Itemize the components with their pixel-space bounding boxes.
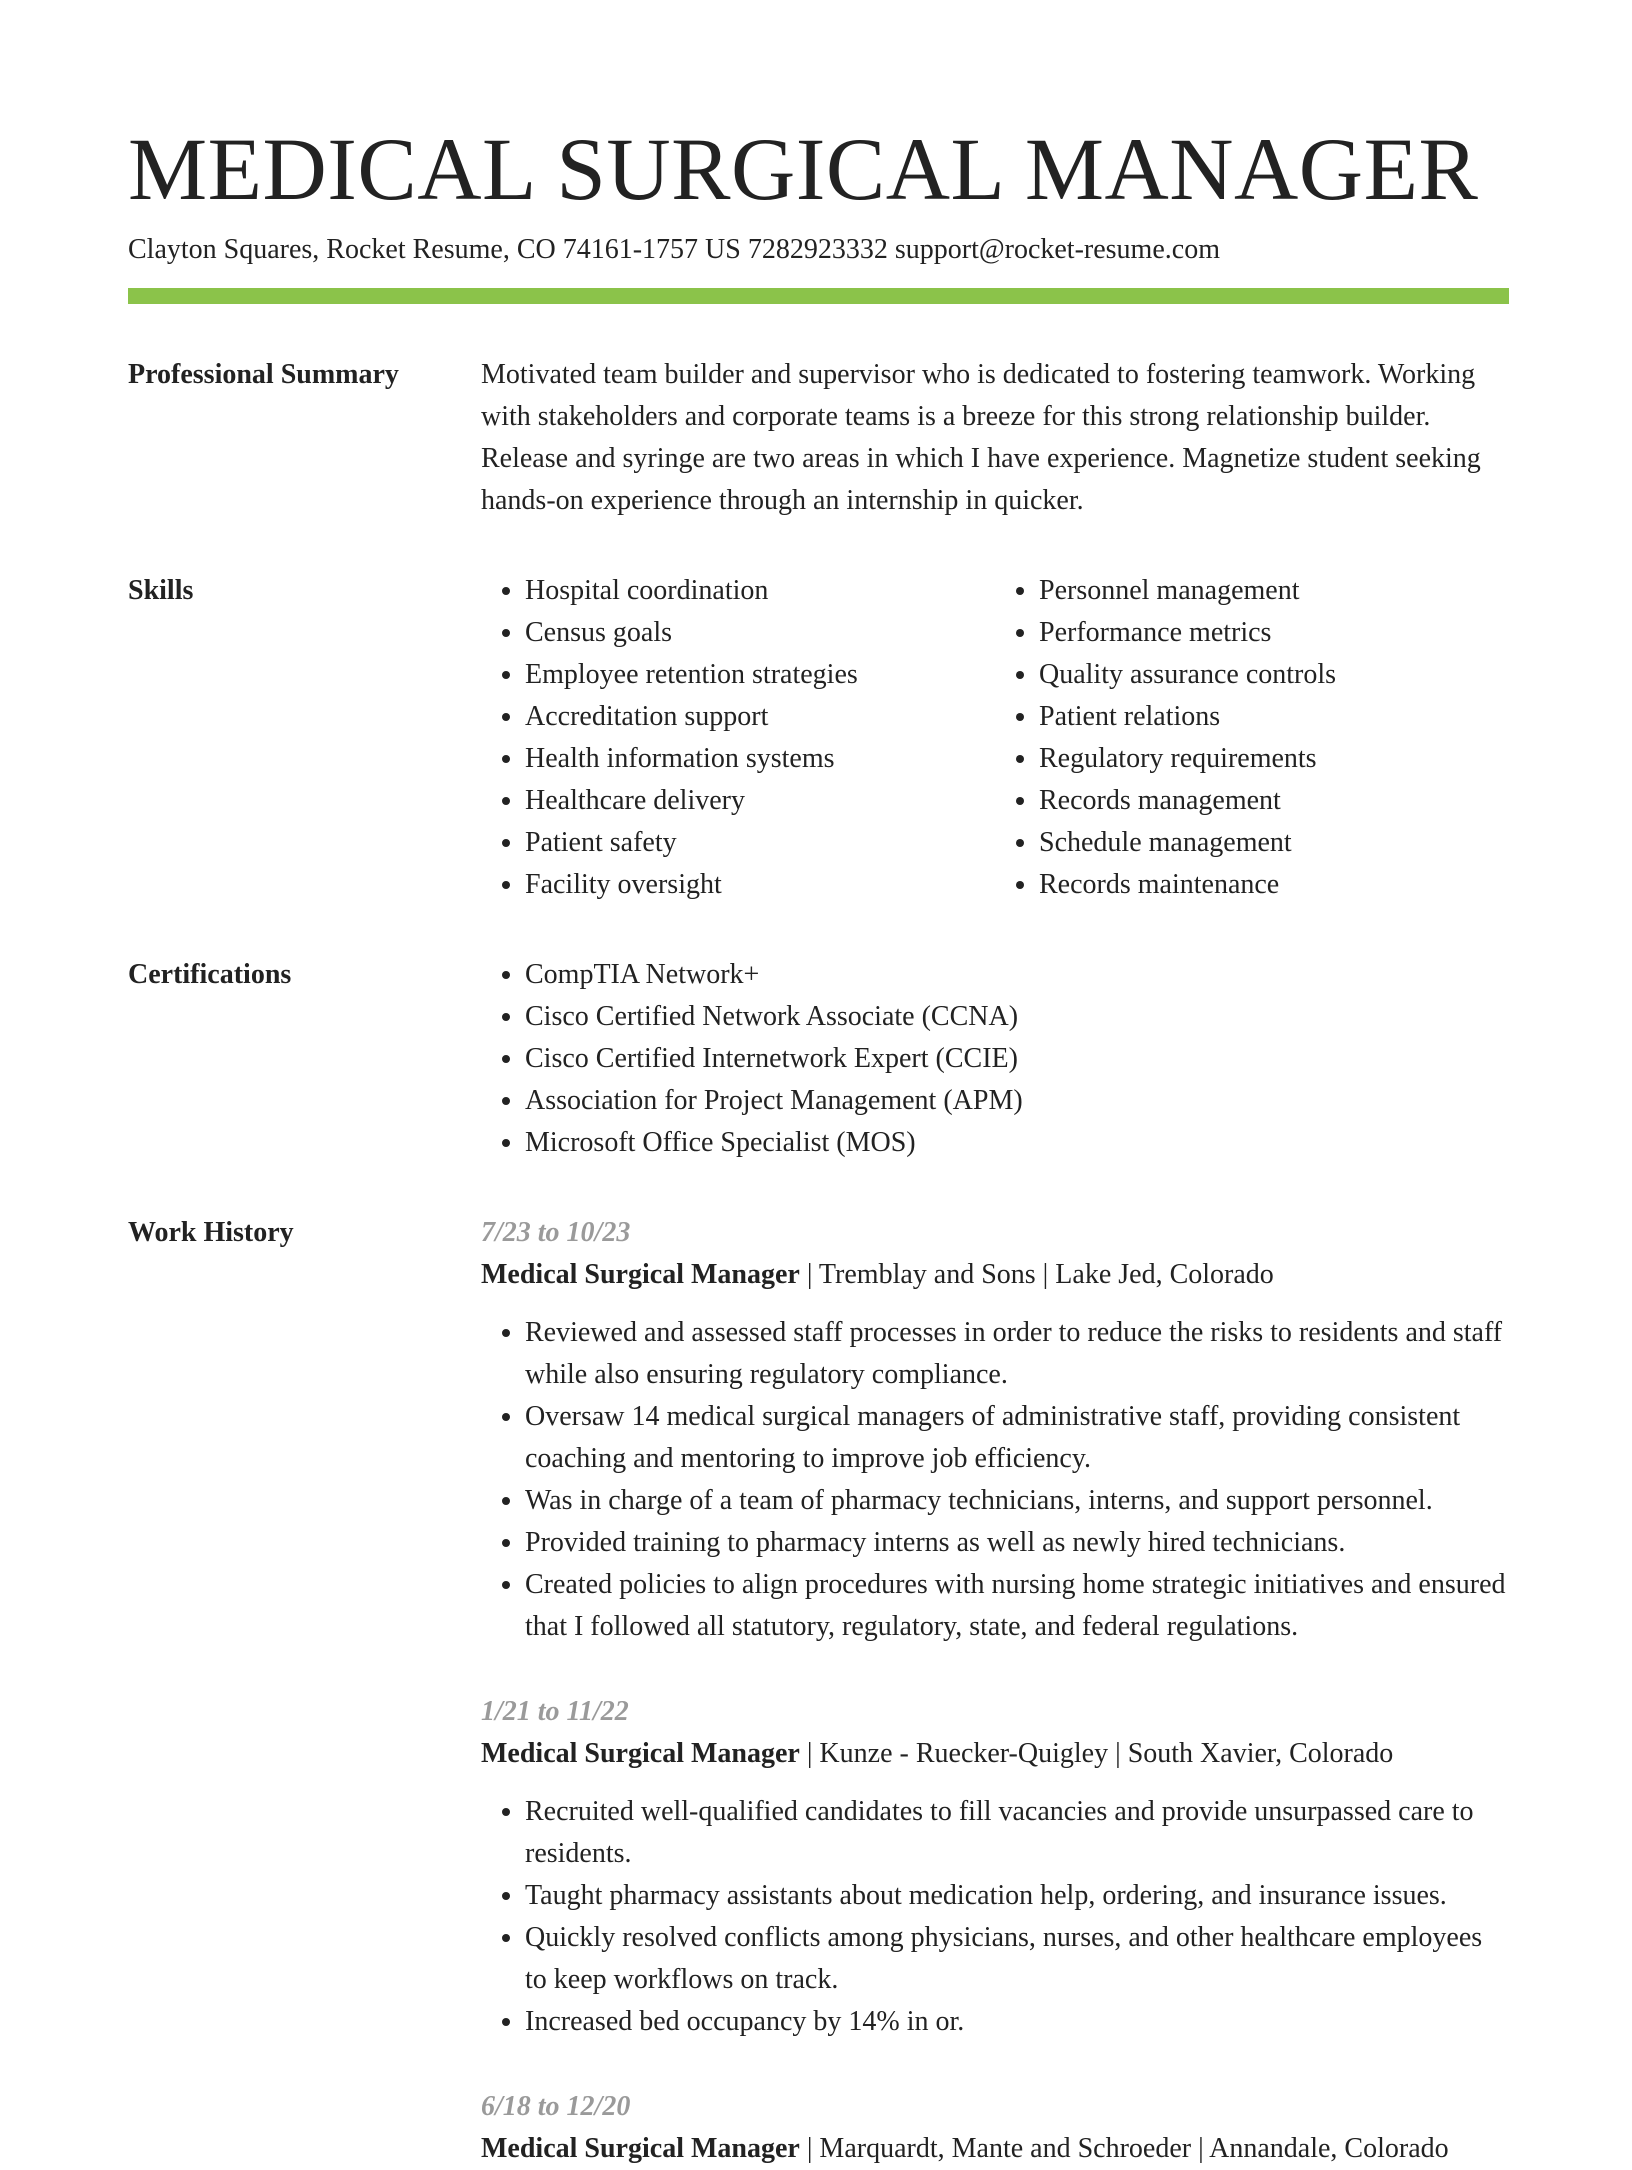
job-title: Medical Surgical Manager — [481, 2133, 800, 2164]
skill-item: • Records maintenance — [1039, 864, 1509, 906]
skill-item: • Performance metrics — [1039, 612, 1509, 654]
certification-item: • Cisco Certified Internetwork Expert (CCIE) — [525, 1038, 1509, 1080]
skill-item: • Regulatory requirements — [1039, 738, 1509, 780]
skill-item: • Patient relations — [1039, 696, 1509, 738]
job-title: Medical Surgical Manager — [481, 1738, 800, 1769]
job-dates: 7/23 to 10/23 — [481, 1217, 631, 1248]
certification-item: • CompTIA Network+ — [525, 954, 1509, 996]
contact-line: Clayton Squares, Rocket Resume, CO 74161-1757 US 7282923332 support@rocket-resume.com — [128, 234, 1220, 265]
job-dates: 1/21 to 11/22 — [481, 1696, 629, 1727]
job-bullet: • Reviewed and assessed staff processes in order to reduce the risks to residents and staff while also ensuring regulatory compliance. — [525, 1312, 1509, 1396]
skill-item: • Patient safety — [525, 822, 995, 864]
summary-section — [128, 354, 1509, 522]
certification-item: • Microsoft Office Specialist (MOS) — [525, 1122, 1509, 1164]
job-bullet: • Increased bed occupancy by 14% in or. — [525, 2001, 1509, 2043]
job-bullet: • Quickly resolved conflicts among physicians, nurses, and other healthcare employees to keep workflows on track. — [525, 1917, 1509, 2001]
resume-page — [128, 120, 1509, 2170]
job-dates: 6/18 to 12/20 — [481, 2091, 631, 2122]
skills-heading: Skills — [128, 575, 194, 606]
job-bullets — [481, 1791, 1509, 2043]
job-entry — [481, 2086, 1509, 2170]
skill-item: • Personnel management — [1039, 570, 1509, 612]
job-bullets — [481, 1312, 1509, 1648]
skill-item: • Employee retention strategies — [525, 654, 995, 696]
job-heading — [481, 1254, 1509, 1296]
skill-item: • Quality assurance controls — [1039, 654, 1509, 696]
job-bullet: • Oversaw 14 medical surgical managers of administrative staff, providing consistent coaching and mentoring to improve job efficiency. — [525, 1396, 1509, 1480]
work-history-section — [128, 1212, 1509, 2170]
job-heading — [481, 1733, 1509, 1775]
certification-item: • Association for Project Management (APM) — [525, 1080, 1509, 1122]
job-bullet: • Was in charge of a team of pharmacy technicians, interns, and support personnel. — [525, 1480, 1509, 1522]
skill-item: • Health information systems — [525, 738, 995, 780]
work-history-heading: Work History — [128, 1217, 294, 1248]
certifications-section — [128, 954, 1509, 1164]
job-entry — [481, 1212, 1509, 1648]
skill-item: • Census goals — [525, 612, 995, 654]
skill-item: • Accreditation support — [525, 696, 995, 738]
job-employer-location: | Kunze - Ruecker-Quigley | South Xavier, Colorado — [799, 1738, 1394, 1769]
skills-list-right — [995, 570, 1509, 906]
skill-item: • Healthcare delivery — [525, 780, 995, 822]
skill-item: • Facility oversight — [525, 864, 995, 906]
skill-item: • Schedule management — [1039, 822, 1509, 864]
job-employer-location: | Marquardt, Mante and Schroeder | Annandale, Colorado — [799, 2133, 1449, 2164]
summary-text: Motivated team builder and supervisor who is dedicated to fostering teamwork. Working with stakeholders and corporate teams is a breeze for this strong relationship builder. Release and syringe are two areas in which I have experience. Magnetize student seeking hands-on experience through an internship in quicker. — [481, 359, 1481, 516]
skill-item: • Records management — [1039, 780, 1509, 822]
certification-item: • Cisco Certified Network Associate (CCNA) — [525, 996, 1509, 1038]
job-entry — [481, 1691, 1509, 2043]
certifications-heading: Certifications — [128, 959, 292, 990]
skill-item: • Hospital coordination — [525, 570, 995, 612]
job-bullet: • Provided training to pharmacy interns as well as newly hired technicians. — [525, 1522, 1509, 1564]
job-bullet: • Taught pharmacy assistants about medication help, ordering, and insurance issues. — [525, 1875, 1509, 1917]
skills-section — [128, 570, 1509, 906]
resume-name: MEDICAL SURGICAL MANAGER — [128, 121, 1479, 219]
job-heading — [481, 2128, 1509, 2170]
job-employer-location: | Tremblay and Sons | Lake Jed, Colorado — [799, 1259, 1274, 1290]
job-bullet: • Recruited well-qualified candidates to fill vacancies and provide unsurpassed care to residents. — [525, 1791, 1509, 1875]
header-accent-rule — [128, 288, 1509, 304]
certifications-list — [481, 954, 1509, 1164]
job-title: Medical Surgical Manager — [481, 1259, 800, 1290]
skills-list-left — [481, 570, 995, 906]
summary-heading: Professional Summary — [128, 359, 399, 390]
job-bullet: • Created policies to align procedures with nursing home strategic initiatives and ensured that I followed all statutory, regulatory, state, and federal regulations. — [525, 1564, 1509, 1648]
